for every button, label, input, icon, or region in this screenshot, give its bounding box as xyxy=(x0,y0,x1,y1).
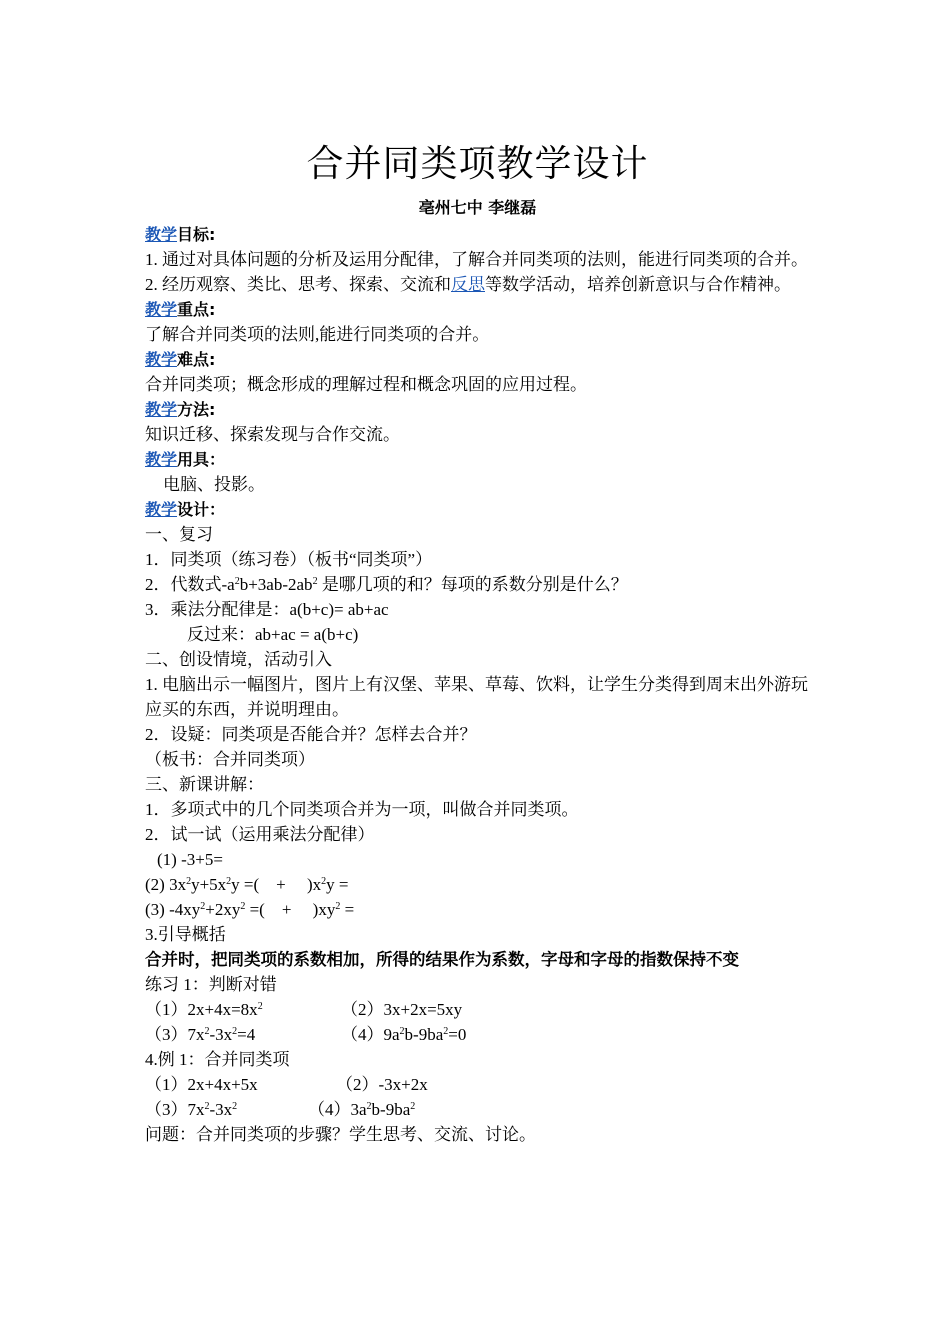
document-title: 合并同类项教学设计 xyxy=(306,142,649,185)
example-row-1: （1）2x+4x+5x （2）-3x+2x xyxy=(145,1075,428,1094)
lesson-item-4: 4.例 1：合并同类项 xyxy=(145,1050,290,1069)
key-link[interactable]: 教学 xyxy=(145,300,178,319)
method-link[interactable]: 教学 xyxy=(145,400,178,419)
review-item-1: 1．同类项（练习卷）（板书“同类项”） xyxy=(145,550,433,569)
scene-item-1: 1. 电脑出示一幅图片，图片上有汉堡、苹果、草莓、饮料，让学生分类得到周末出外游玩应买的东西，并说明理由。 xyxy=(145,675,808,719)
design-link[interactable]: 教学 xyxy=(145,500,178,519)
goal-item-1: 1. 通过对具体问题的分析及运用分配律，了解合并同类项的法则，能进行同类项的合并。 xyxy=(145,250,808,269)
exercise-row-1: $(1)2x+4x=8x^2$ （2）3x+2x=5xy xyxy=(145,1000,463,1019)
example-row-2: $(3)7x^2-3x^2$ $(4)3a^2b-9ba^2$ xyxy=(145,1100,416,1119)
review-item-3: 3．乘法分配律是：a(b+c)= ab+ac xyxy=(145,600,389,619)
tool-text: 电脑、投影。 xyxy=(163,475,265,494)
review-item-2: 2．代数式$-a^2b+3ab-2ab^2$ 是哪几项的和？每项的系数分别是什么？ xyxy=(145,575,628,594)
document-page xyxy=(145,140,810,1147)
try-3: (3) $-4xy^2+2xy^2$ =( + )$xy^2$ = xyxy=(145,900,355,919)
key-heading: 教学重点: xyxy=(145,300,216,319)
try-1: (1) -3+5= xyxy=(157,850,223,869)
scene-heading: 二、创设情境，活动引入 xyxy=(145,650,332,669)
difficulty-heading: 教学难点: xyxy=(145,350,216,369)
exercise-row-2: $(3)7x^2-3x^2=4$ $(4)9a^2b-9ba^2=0$ xyxy=(145,1025,467,1044)
lesson-item-2: 2．试一试（运用乘法分配律） xyxy=(145,825,375,844)
tool-link[interactable]: 教学 xyxy=(145,450,178,469)
method-heading: 教学方法: xyxy=(145,400,216,419)
question-text: 问题：合并同类项的步骤？学生思考、交流、讨论。 xyxy=(145,1125,536,1144)
lesson-heading: 三、新课讲解： xyxy=(145,775,264,794)
design-heading: 教学设计： xyxy=(145,500,226,519)
try-2: (2) $3x^2y+5x^2y$ =( + )$x^2y$ = xyxy=(145,875,349,894)
difficulty-link[interactable]: 教学 xyxy=(145,350,178,369)
reflect-link[interactable]: 反思 xyxy=(451,275,485,294)
goal-item-2: 2. 经历观察、类比、思考、探索、交流和反思等数学活动，培养创新意识与合作精神。 xyxy=(145,275,791,294)
tool-heading: 教学用具： xyxy=(145,450,226,469)
author-line: 亳州七中 李继磊 xyxy=(418,198,537,217)
goal-heading: 教学目标: xyxy=(145,225,216,244)
review-item-3b: 反过来：ab+ac = a(b+c) xyxy=(187,625,359,644)
key-text: 了解合并同类项的法则,能进行同类项的合并。 xyxy=(145,325,490,344)
exercise-heading: 练习 1：判断对错 xyxy=(145,975,277,994)
scene-item-2: 2．设疑：同类项是否能合并？怎样去合并？ xyxy=(145,725,477,744)
difficulty-text: 合并同类项；概念形成的理解过程和概念巩固的应用过程。 xyxy=(145,375,587,394)
scene-item-3: （板书：合并同类项） xyxy=(145,750,315,769)
lesson-item-3: 3.引导概括 xyxy=(145,925,226,944)
goal-link[interactable]: 教学 xyxy=(145,225,178,244)
lesson-item-1: 1．多项式中的几个同类项合并为一项，叫做合并同类项。 xyxy=(145,800,579,819)
review-heading: 一、复习 xyxy=(145,525,213,544)
method-text: 知识迁移、探索发现与合作交流。 xyxy=(145,425,400,444)
rule-text: 合并时，把同类项的系数相加，所得的结果作为系数，字母和字母的指数保持不变 xyxy=(145,950,739,969)
